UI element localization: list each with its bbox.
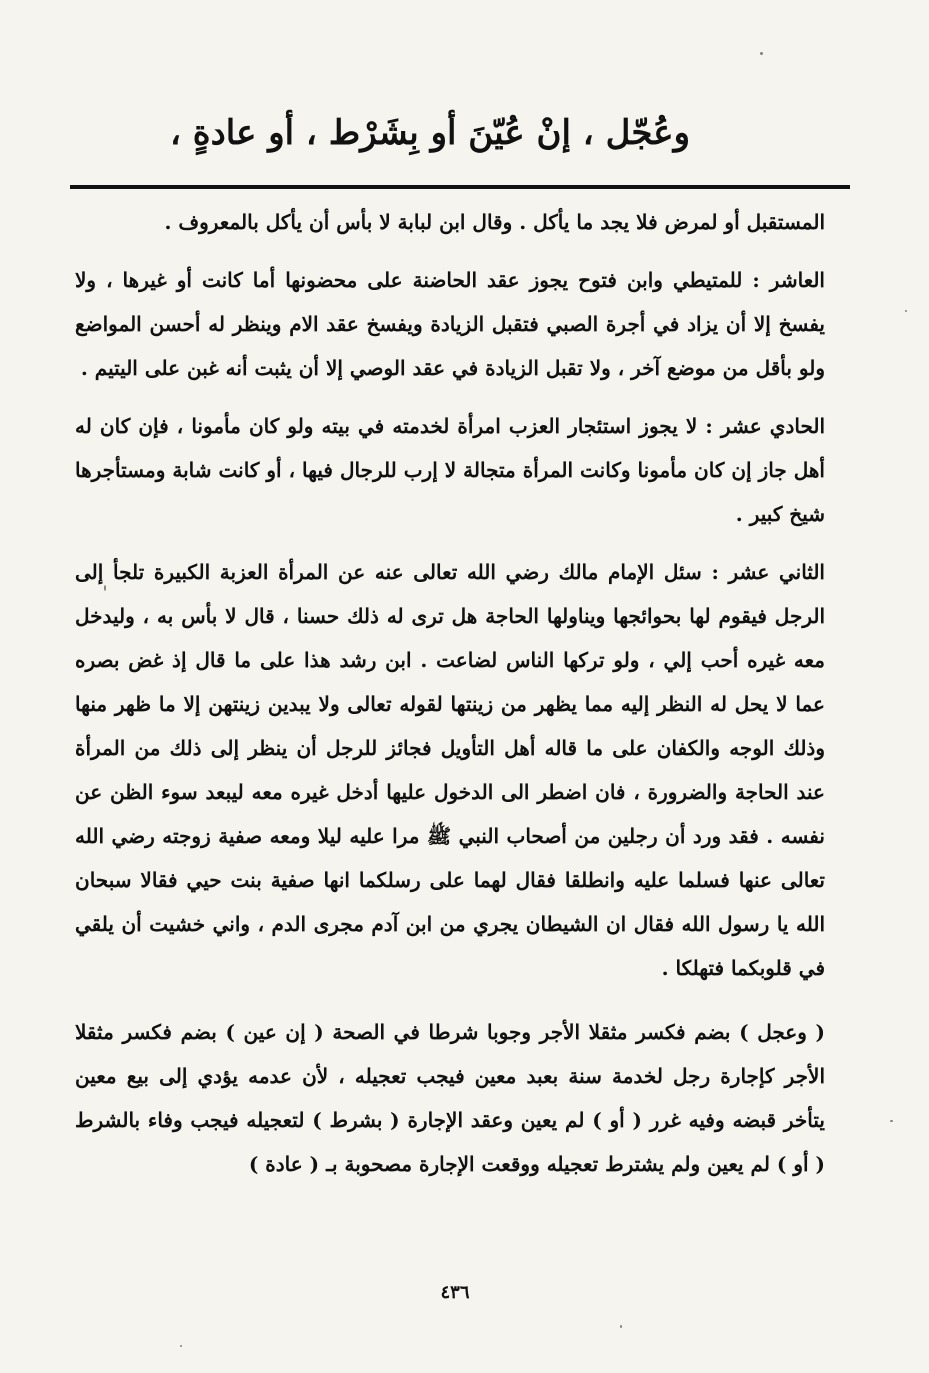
scan-speck [620,1325,622,1328]
paragraph: الحادي عشر : لا يجوز استئجار العزب امرأة لخدمته في بيته ولو كان مأمونا ، فإن كان له أهل جاز إن كان مأمونا وكانت المرأة متجالة لا إرب للرجال فيها ، أو كانت شابة ومستأجرها شيخ كبير . [75,414,825,526]
commentary-paragraph: ( وعجل ) بضم فكسر مثقلا الأجر وجوبا شرطا في الصحة ( إن عين ) بضم فكسر مثقلا الأجر كإجارة رجل لخدمة سنة بعبد معين فيجب تعجيله ، لأن عدمه يؤدي إلى بيع معين يتأخر قبضه وفيه غرر ( أو ) لم يعين وعقد الإجارة ( بشرط ) لتعجيله فيجب وفاء بالشرط ( أو ) لم يعين ولم يشترط تعجيله ووقعت الإجارة مصحوبة بـ ( عادة ) [75,1020,825,1176]
scan-speck [905,310,907,312]
page-number: ٤٣٦ [440,1282,470,1303]
matn-heading: وعُجّل ، إنْ عُيّنَ أو بِشَرْط ، أو عادةٍ ، [169,113,691,153]
paragraph: الثاني عشر : سئل الإمام مالك رضي الله تعالى عنه عن المرأة العزبة الكبيرة تلجأ إلى الرجل فيقوم لها بحوائجها ويناولها الحاجة هل ترى له ذلك حسنا ، قال لا بأس به ، وليدخل معه غيره أحب إلي ، ولو تركها الناس لضاعت . ابن رشد هذا على ما قال إذ غض بصره عما لا يحل له النظر إليه مما يظهر من زينتها لقوله تعالى ولا يبدين زينتهن إلا ما ظهر منها وذلك الوجه والكفان على ما قاله أهل التأويل فجائز للرجل أن ينظر إلى ذلك من المرأة عند الحاجة والضرورة ، فان اضطر الى الدخول عليها أدخل غيره معه ليبعد سوء الظن عن نفسه . فقد ورد أن رجلين من أصحاب النبي ﷺ مرا عليه ليلا ومعه صفية زوجته رضي الله تعالى عنها فسلما عليه وانطلقا فقال لهما على رسلكما انها صفية بنت حيي فقالا سبحان الله يا رسول الله فقال ان الشيطان يجري من ابن آدم مجرى الدم ، واني خشيت أن يلقي في قلوبكما فتهلكا . [75,560,825,980]
paragraph: المستقبل أو لمرض فلا يجد ما يأكل . وقال ابن لبابة لا بأس أن يأكل بالمعروف . [164,210,825,234]
scan-speck [180,1345,182,1347]
scan-speck [890,1120,893,1122]
body-text [75,200,825,1200]
paragraph: العاشر : للمتيطي وابن فتوح يجوز عقد الحاضنة على محضونها أما كانت أو غيرها ، ولا يفسخ إلا أن يزاد في أجرة الصبي فتقبل الزيادة ويفسخ عقد الام وينظر له أحسن المواضع ولو بأقل من موضع آخر ، ولا تقبل الزيادة في عقد الوصي إلا أن يثبت أنه غبن على اليتيم . [75,268,825,380]
scan-speck [104,585,106,591]
scan-speck [760,52,763,55]
divider-rule [70,185,850,189]
